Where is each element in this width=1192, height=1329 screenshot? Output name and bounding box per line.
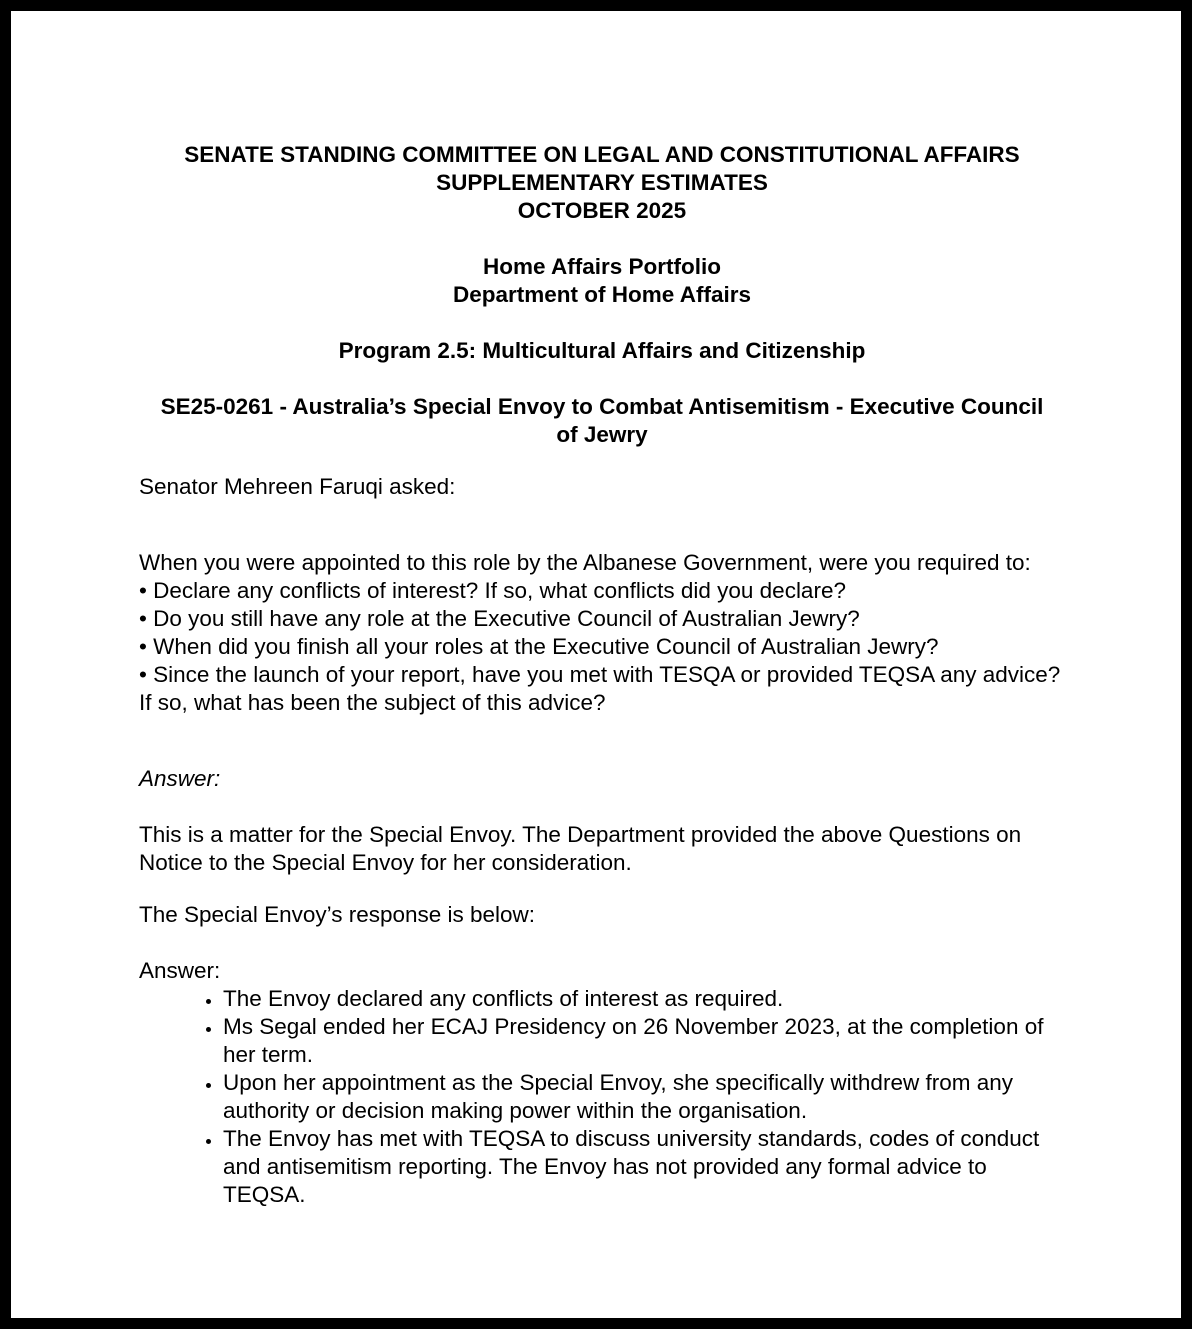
question-bullet-line: • Declare any conflicts of interest? If so, what conflicts did you declare? [139, 578, 846, 603]
document-content [11, 11, 1181, 1209]
portfolio-header-line-1: Home Affairs Portfolio [483, 254, 721, 279]
asked-by-line: Senator Mehreen Faruqi asked: [139, 474, 456, 499]
committee-header-line-3: OCTOBER 2025 [517, 198, 687, 223]
envoy-answer-bullet: • Ms Segal ended her ECAJ Presidency on 26 November 2023, at the completion of her term. [223, 1013, 1065, 1069]
portfolio-header-line-2: Department of Home Affairs [453, 282, 751, 307]
question-bullet-line: • Do you still have any role at the Executive Council of Australian Jewry? [139, 606, 860, 631]
question-heading: SE25-0261 - Australia’s Special Envoy to Combat Antisemitism - Executive Council of Jewry [160, 394, 1044, 447]
question-bullet-line: • When did you finish all your roles at the Executive Council of Australian Jewry? [139, 634, 939, 659]
envoy-answer-label: Answer: [139, 958, 221, 983]
response-intro-line: The Special Envoy’s response is below: [139, 902, 536, 927]
department-answer-paragraph: This is a matter for the Special Envoy. The Department provided the above Questions on Notice to the Special Envoy for her consideration. [139, 822, 1022, 875]
question-block [139, 549, 1065, 717]
portfolio-header [139, 253, 1065, 309]
envoy-answer-bullet: • The Envoy has met with TEQSA to discuss university standards, codes of conduct and antisemitism reporting. The Envoy has not provided any formal advice to TEQSA. [223, 1125, 1065, 1209]
question-bullet-line: • Since the launch of your report, have you met with TESQA or provided TEQSA any advice? If so, what has been the subject of this advice? [139, 662, 1061, 715]
question-intro: When you were appointed to this role by the Albanese Government, were you required to: [139, 550, 1031, 575]
committee-header-line-1: SENATE STANDING COMMITTEE ON LEGAL AND CONSTITUTIONAL AFFAIRS [184, 142, 1020, 167]
committee-header [139, 141, 1065, 225]
program-heading: Program 2.5: Multicultural Affairs and Citizenship [338, 338, 866, 363]
envoy-answer-bullet-list [139, 985, 1065, 1209]
envoy-answer-bullet: • Upon her appointment as the Special Envoy, she specifically withdrew from any authority or decision making power within the organisation. [223, 1069, 1065, 1125]
envoy-answer-bullet: • The Envoy declared any conflicts of interest as required. [223, 985, 1065, 1013]
committee-header-line-2: SUPPLEMENTARY ESTIMATES [436, 170, 768, 195]
answer-label-italic: Answer: [139, 766, 221, 791]
